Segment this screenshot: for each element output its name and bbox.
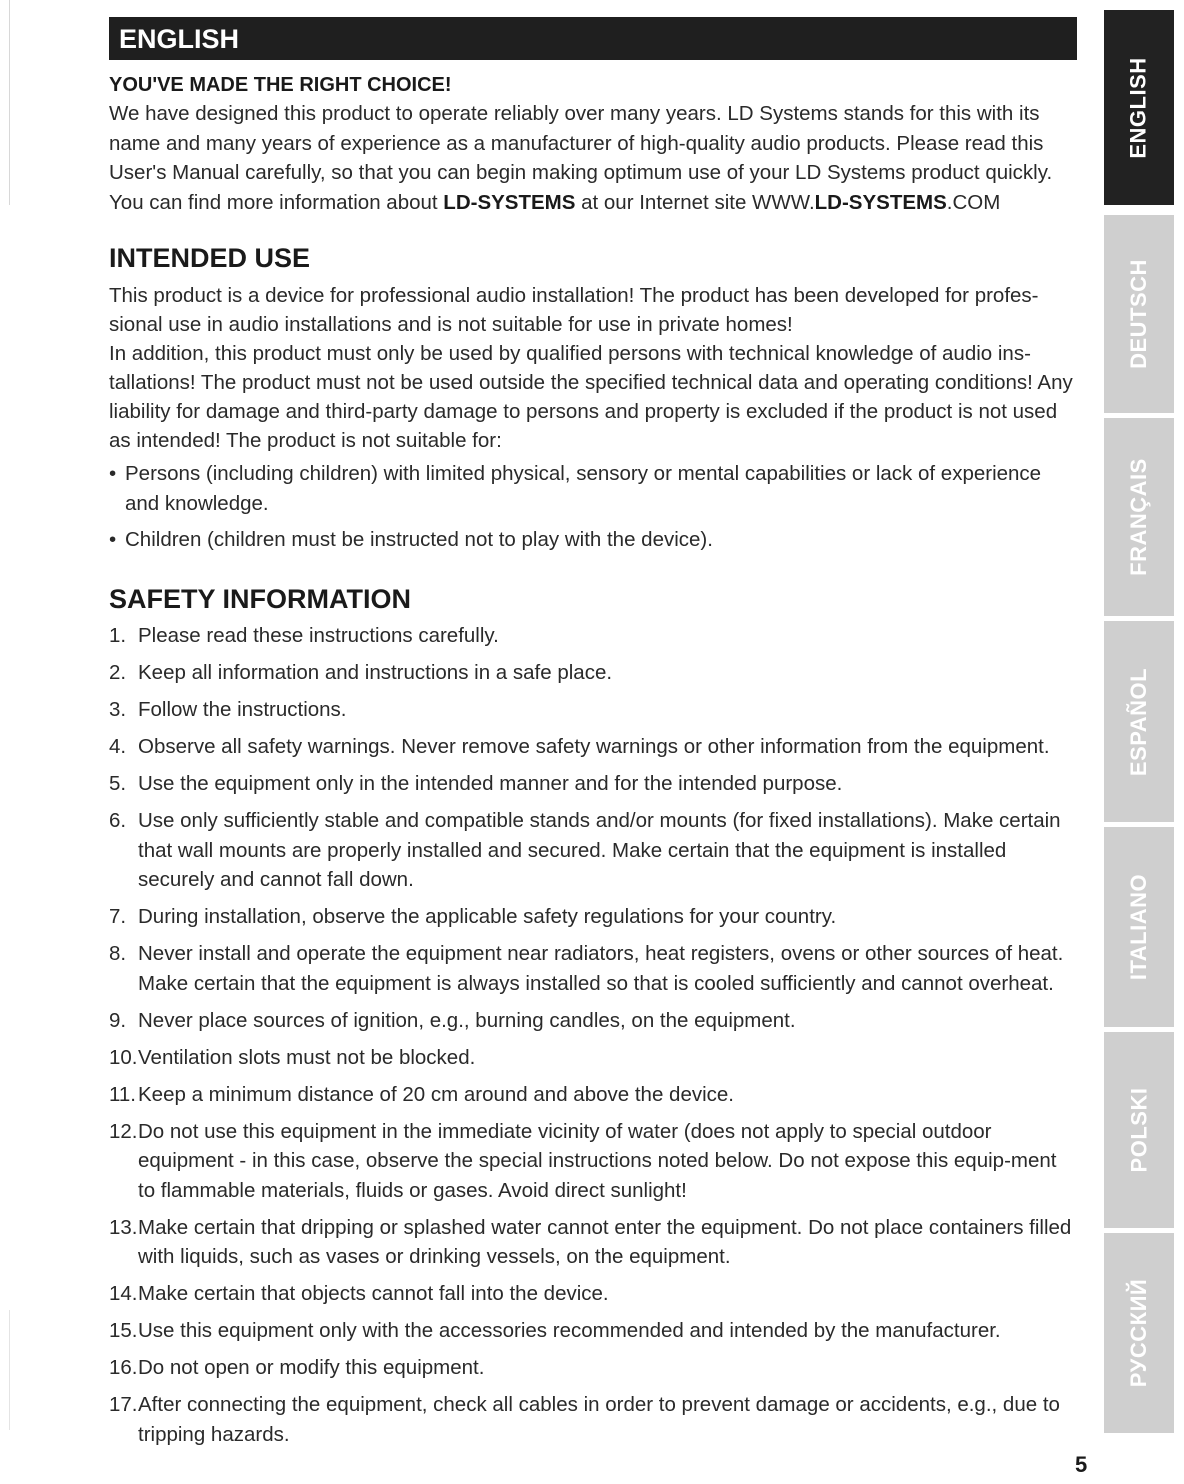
item-text: Never install and operate the equipment near radiators, heat registers, ovens or other sources of heat. Make certain that the equipment is always installed so that is cooled sufficiently and cannot overheat. [138,942,1064,995]
manual-content [109,17,1077,1457]
item-number: 9. [109,1008,127,1032]
item-number: 15. [109,1319,138,1342]
safety-item [109,939,1077,998]
tab-label: POLSKI [1126,1087,1151,1173]
item-text: Observe all safety warnings. Never remove safety warnings or other information from the equipment. [138,735,1050,758]
safety-item [109,732,1077,762]
item-number: 1. [109,624,127,647]
safety-item [109,1006,1077,1036]
safety-item [109,806,1077,895]
item-text: During installation, observe the applicable safety regulations for your country. [138,905,837,928]
intended-use-heading: INTENDED USE [109,243,311,273]
safety-heading: SAFETY INFORMATION [109,584,411,614]
tab-english[interactable] [1104,10,1174,205]
intended-use-paragraph: In addition, this product must only be used by qualified persons with technical knowledge of audio ins-tallations! The product must not be used outside the specified technical data and operating conditions! Any liability for damage and third-party damage to persons and property is excluded if the product is not used as intended! The product is not suitable for: [109,342,1073,452]
item-number: 16. [109,1356,138,1379]
language-header-bar: ENGLISH [109,17,1077,60]
safety-section [109,583,1077,1449]
item-number: 17. [109,1393,138,1416]
item-number: 14. [109,1282,138,1305]
tab-label: DEUTSCH [1126,259,1151,369]
intro-text: We have designed this product to operate reliably over many years. LD Systems stands for this with its name and many years of experience as a manufacturer of high-quality audio products. Please read this User's Manual carefully, so that you can begin making optimum use of your LD Systems product quickly. You can find more information about [109,102,1053,214]
item-text: Make certain that objects cannot fall into the device. [138,1282,609,1305]
tab-label: FRANÇAIS [1126,458,1152,576]
item-text: Please read these instructions carefully. [138,624,499,647]
safety-item [109,1390,1077,1449]
item-text: Use this equipment only with the accessories recommended and intended by the manufacturer. [138,1319,1001,1342]
safety-list [109,621,1077,1449]
list-item: • Children (children must be instructed not to play with the device). [109,525,1077,555]
safety-item [109,621,1077,651]
safety-item [109,695,1077,725]
tab-francais[interactable] [1104,418,1174,616]
intended-use-section [109,242,1077,555]
item-text: Ventilation slots must not be blocked. [138,1045,476,1069]
item-number: 7. [109,905,127,928]
safety-item [109,1213,1077,1272]
item-number: 12. [109,1119,138,1143]
tab-label: ITALIANO [1126,873,1151,981]
safety-item [109,1353,1077,1383]
safety-item [109,1316,1077,1346]
safety-item [109,1043,1077,1073]
tab-deutsch[interactable] [1104,215,1174,413]
safety-item [109,1117,1077,1206]
safety-item [109,1080,1077,1110]
item-number: 4. [109,735,127,758]
safety-item [109,1279,1077,1309]
item-text: Keep all information and instructions in a safe place. [138,661,613,684]
tab-polski[interactable] [1104,1032,1174,1228]
intended-use-paragraph: This product is a device for professional audio installation! The product has been developed for profes-sional use in audio installations and is not suitable for use in private homes! [109,284,1039,336]
website-suffix: .COM [946,190,1001,214]
item-number: 3. [109,698,127,721]
item-number: 10. [109,1045,138,1069]
brand-name: LD-SYSTEMS [443,190,576,214]
item-text: Keep a minimum distance of 20 cm around and above the device. [138,1082,734,1106]
page-edge-line [9,0,10,205]
intro-text-site: at our Internet site WWW. [575,190,815,214]
website-brand: LD-SYSTEMS [814,190,947,214]
tab-italiano[interactable] [1104,827,1174,1027]
item-text: Make certain that dripping or splashed water cannot enter the equipment. Do not place containers filled with liquids, such as vases or drinking vessels, on the equipment. [138,1215,1072,1268]
page-number: 5 [1075,1452,1088,1477]
intro-paragraph [109,99,1077,217]
item-number: 11. [109,1082,136,1106]
item-number: 5. [109,772,127,795]
safety-item [109,902,1077,932]
item-number: 6. [109,809,127,832]
item-text: Do not use this equipment in the immediate vicinity of water (does not apply to special outdoor equipment - in this case, observe the special instructions noted below. Do not expose this equip-ment to flammable materials, fluids or gases. Avoid direct sunlight! [138,1119,1057,1202]
intro-title: YOU'VE MADE THE RIGHT CHOICE! [109,74,452,96]
item-number: 2. [109,661,127,684]
tab-label: ESPAÑOL [1126,667,1151,776]
item-text: Never place sources of ignition, e.g., burning candles, on the equipment. [138,1008,796,1032]
item-text: Follow the instructions. [138,698,347,721]
item-text: Use the equipment only in the intended manner and for the intended purpose. [138,772,843,795]
tab-espanol[interactable] [1104,621,1174,822]
item-number: 8. [109,942,127,965]
safety-item [109,658,1077,688]
item-text: Use only sufficiently stable and compatible stands and/or mounts (for fixed installations). Make certain that wall mounts are properly installed and secured. Make certain that the equipment is installed securely and cannot fall down. [138,809,1061,891]
item-text: After connecting the equipment, check all cables in order to prevent damage or accidents, e.g., due to tripping hazards. [138,1393,1060,1446]
item-number: 13. [109,1215,138,1239]
tab-label: ENGLISH [1126,56,1152,159]
tab-russian[interactable] [1104,1233,1174,1433]
list-item: • Persons (including children) with limited physical, sensory or mental capabilities or lack of experience and knowledge. [109,459,1077,519]
tab-label: РУССКИЙ [1126,1278,1151,1388]
page-edge-line [9,1310,10,1430]
safety-item [109,769,1077,799]
unsuitable-list [109,459,1077,555]
item-text: Do not open or modify this equipment. [138,1356,485,1379]
